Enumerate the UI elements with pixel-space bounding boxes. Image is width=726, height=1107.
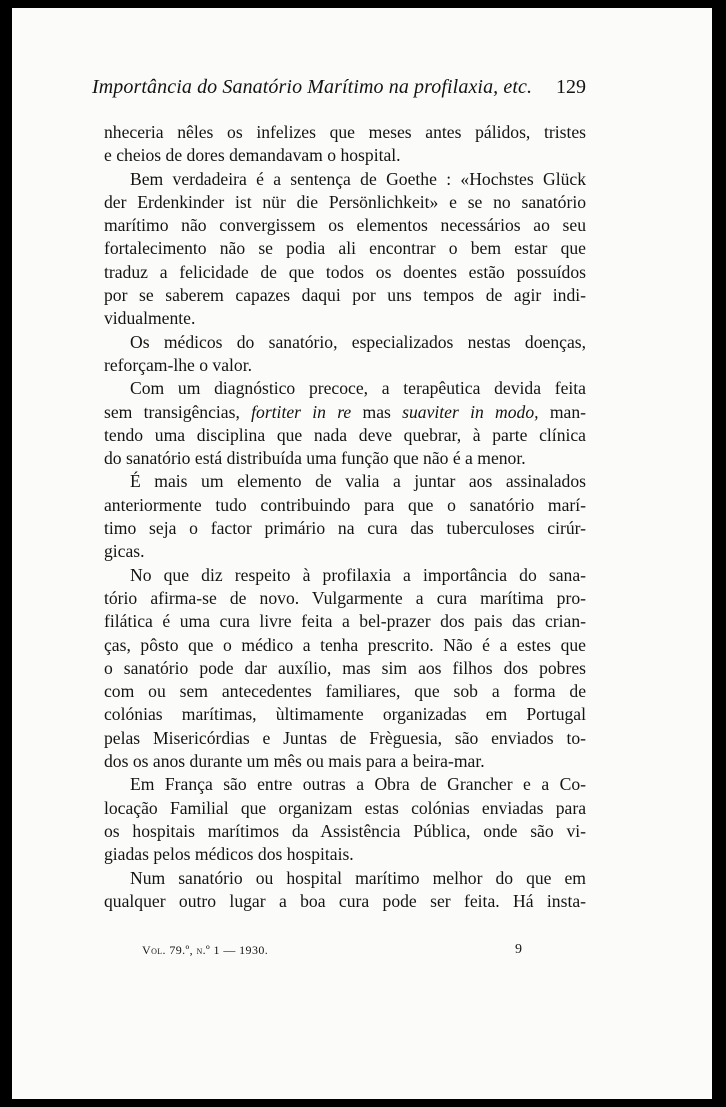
volume-signature: Vol. 79.º, n.º 1 — 1930. <box>142 943 269 957</box>
text-line: pelas Misericórdias e Juntas de Frèguesia, são enviados to- <box>104 727 586 748</box>
text-line: tório afirma-se de novo. Vulgarmente a cura marítima pro- <box>104 587 586 608</box>
text-line: e cheios de dores demandavam o hospital. <box>104 145 401 166</box>
text-line: anteriormente tudo contribuindo para que o sanatório marí- <box>104 494 586 515</box>
text-line: der Erdenkinder ist nür die Persönlichkeit» e se no sanatório <box>104 191 586 212</box>
text-line: Em França são entre outras a Obra de Grancher e a Co- <box>130 774 586 795</box>
text-line: nheceria nêles os infelizes que meses antes pálidos, tristes <box>104 122 586 142</box>
text-line: colónias marítimas, ùltimamente organizadas em Portugal <box>104 704 586 725</box>
page-header <box>92 72 586 102</box>
text-line: tendo uma disciplina que nada deve quebrar, à parte clínica <box>104 424 586 445</box>
text-line: vidualmente. <box>104 308 196 329</box>
text-segment: man- <box>538 401 586 422</box>
body-text <box>104 121 586 913</box>
text-segment: sem transigências, <box>104 401 252 422</box>
text-line: qualquer outro lugar a boa cura pode ser feita. Há insta- <box>104 890 586 911</box>
running-title: Importância do Sanatório Marítimo na profilaxia, etc. <box>92 76 533 98</box>
signature-mark: 9 <box>515 942 522 957</box>
text-line: Bem verdadeira é a sentença de Goethe : «Hochstes Glück <box>130 168 586 189</box>
text-line: os hospitais marítimos da Assistência Pública, onde são vi- <box>104 820 586 841</box>
text-line: gicas. <box>104 541 145 562</box>
italic-phrase: fortiter in re <box>251 401 352 422</box>
text-line: reforçam-lhe o valor. <box>104 354 253 375</box>
text-line: por se saberem capazes daqui por uns tempos de agir indi- <box>104 285 586 306</box>
text-line: giadas pelos médicos dos hospitais. <box>104 844 354 865</box>
text-line: filática é uma cura livre feita a bel-prazer dos pais das crian- <box>104 611 586 632</box>
page-footer <box>142 940 522 960</box>
text-line: timo seja o factor primário na cura das tuberculoses cirúr- <box>104 518 586 539</box>
text-line: ças, pôsto que o médico a tenha prescrito. Não é a estes que <box>104 634 586 655</box>
text-line: Com um diagnóstico precoce, a terapêutica devida feita <box>130 378 586 399</box>
text-line: do sanatório está distribuída uma função que não é a menor. <box>104 448 526 469</box>
book-page <box>12 8 712 1099</box>
text-line: fortalecimento não se podia ali encontrar o bem estar que <box>104 238 586 259</box>
text-line: locação Familial que organizam estas colónias enviadas para <box>104 797 586 818</box>
text-line: marítimo não convergissem os elementos necessários ao seu <box>104 215 586 236</box>
page-number: 129 <box>556 76 586 98</box>
text-line: com ou sem antecedentes familiares, que sob a forma de <box>104 681 586 702</box>
text-line: dos os anos durante um mês ou mais para a beira-mar. <box>104 751 485 772</box>
text-line: No que diz respeito à profilaxia a importância do sana- <box>130 564 586 585</box>
text-line: Os médicos do sanatório, especializados nestas doenças, <box>130 331 586 352</box>
text-line-with-italics <box>104 401 586 424</box>
text-line: o sanatório pode dar auxílio, mas sim aos filhos dos pobres <box>104 657 586 678</box>
text-line: Num sanatório ou hospital marítimo melhor do que em <box>130 867 586 888</box>
text-line: traduz a felicidade de que todos os doentes estão possuídos <box>104 261 586 282</box>
text-line: É mais um elemento de valia a juntar aos assinalados <box>130 471 586 492</box>
italic-phrase: suaviter in modo, <box>402 401 539 422</box>
text-segment: mas <box>351 401 403 422</box>
